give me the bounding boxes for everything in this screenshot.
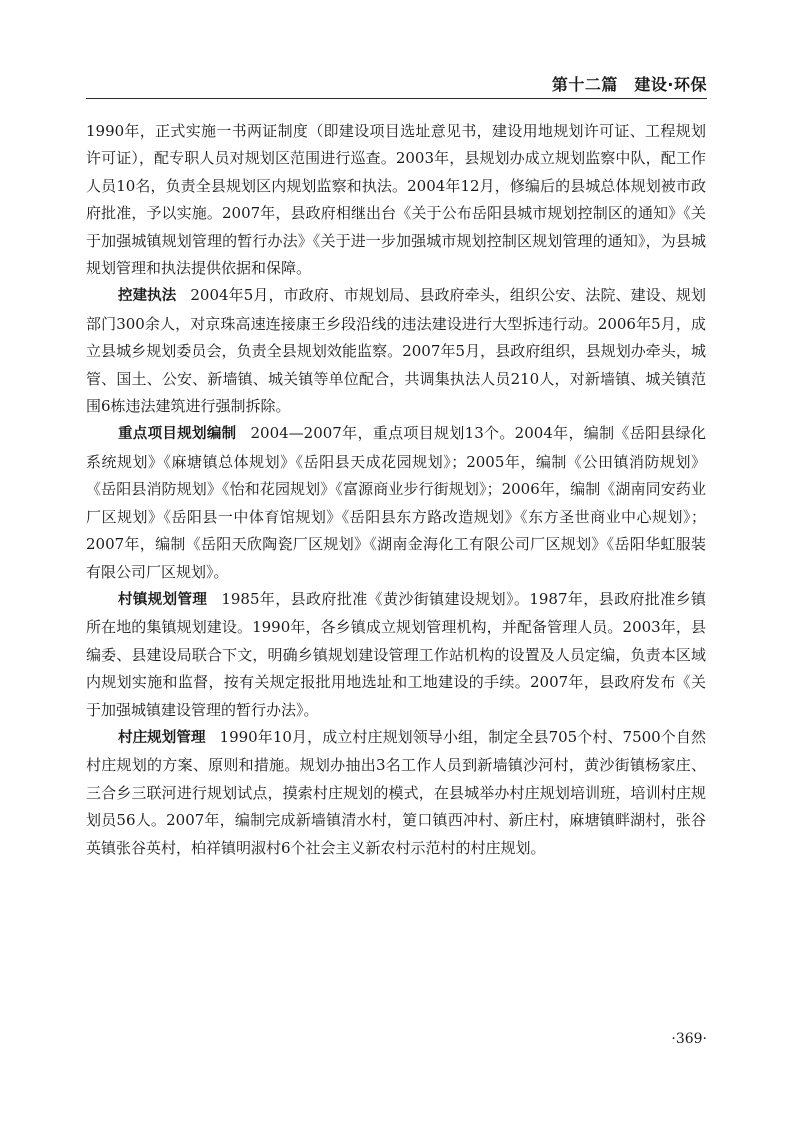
- paragraph-village-planning: [86, 724, 706, 862]
- paragraph-heading: 村镇规划管理: [118, 591, 208, 608]
- header-divider: [86, 98, 707, 99]
- paragraph-text: 2004—2007年，重点项目规划13个。2004年，编制《岳阳县绿化系统规划》《麻塘镇总体规划》《岳阳县天成花园规划》；2005年，编制《公田镇消防规划》《岳阳县消防规划》《怡和花园规划》《富源商业步行街规划》；2006年，编制《湖南同安药业厂区规划》《岳阳县一中体育馆规划》《岳阳县东方路改造规划》《东方圣世商业中心规划》；2007年，编制《岳阳天欣陶瓷厂区规划》《湖南金海化工有限公司厂区规划》《岳阳华虹服装有限公司厂区规划》。: [86, 424, 706, 581]
- paragraph-text: 2004年5月，市政府、市规划局、县政府牵头，组织公安、法院、建设、规划部门300余人，对京珠高速连接康王乡段沿线的违法建设进行大型拆违行动。2006年5月，成立县城乡规划委员会，负责全县规划效能监察。2007年5月，县政府组织，县规划办牵头，城管、国土、公安、新墙镇、城关镇等单位配合，共调集执法人员210人，对新墙镇、城关镇范围6栋违法建筑进行强制拆除。: [86, 286, 706, 416]
- paragraph-text: 1985年，县政府批准《黄沙街镇建设规划》。1987年，县政府批准乡镇所在地的集镇规划建设。1990年，各乡镇成立规划管理机构，并配备管理人员。2003年，县编委、县建设局联合下文，明确乡镇规划建设管理工作站机构的设置及人员定编，负责本区域内规划实施和监督，按有关规定报批用地选址和工地建设的手续。2007年，县政府发布《关于加强城镇建设管理的暂行办法》。: [86, 589, 707, 719]
- paragraph-enforcement: [86, 282, 706, 420]
- paragraph-intro: [86, 118, 706, 282]
- running-header: [86, 72, 707, 100]
- paragraph-key-projects: [86, 420, 706, 585]
- paragraph-town-planning: [86, 586, 706, 724]
- paragraph-heading: 重点项目规划编制: [118, 426, 237, 443]
- paragraph-heading: 控建执法: [118, 288, 177, 305]
- paragraph-heading: 村庄规划管理: [118, 729, 206, 746]
- article-body: [86, 118, 706, 862]
- paragraph-text: 1990年，正式实施一书两证制度（即建设项目选址意见书，建设用地规划许可证、工程规划许可证），配专职人员对规划区范围进行巡查。2003年，县规划办成立规划监察中队，配工作人员10名，负责全县规划区内规划监察和执法。2004年12月，修编后的县城总体规划被市政府批准，予以实施。2007年，县政府相继出台《关于公布岳阳县城市规划控制区的通知》《关于加强城镇规划管理的暂行办法》《关于进一步加强城市规划控制区规划管理的通知》，为县城规划管理和执法提供依据和保障。: [86, 122, 706, 278]
- section-title: 第十二篇 建设·环保: [551, 75, 707, 94]
- paragraph-text: 1990年10月，成立村庄规划领导小组，制定全县705个村、7500个自然村庄规划的方案、原则和措施。规划办抽出3名工作人员到新墙镇沙河村，黄沙街镇杨家庄、三合乡三联河进行规划试点，摸索村庄规划的模式，在县城举办村庄规划培训班，培训村庄规划员56人。2007年，编制完成新墙镇清水村，筻口镇西冲村、新庄村，麻塘镇畔湖村，张谷英镇张谷英村，柏祥镇明淑村6个社会主义新农村示范村的村庄规划。: [86, 727, 706, 857]
- page-number: ·369·: [671, 1031, 707, 1047]
